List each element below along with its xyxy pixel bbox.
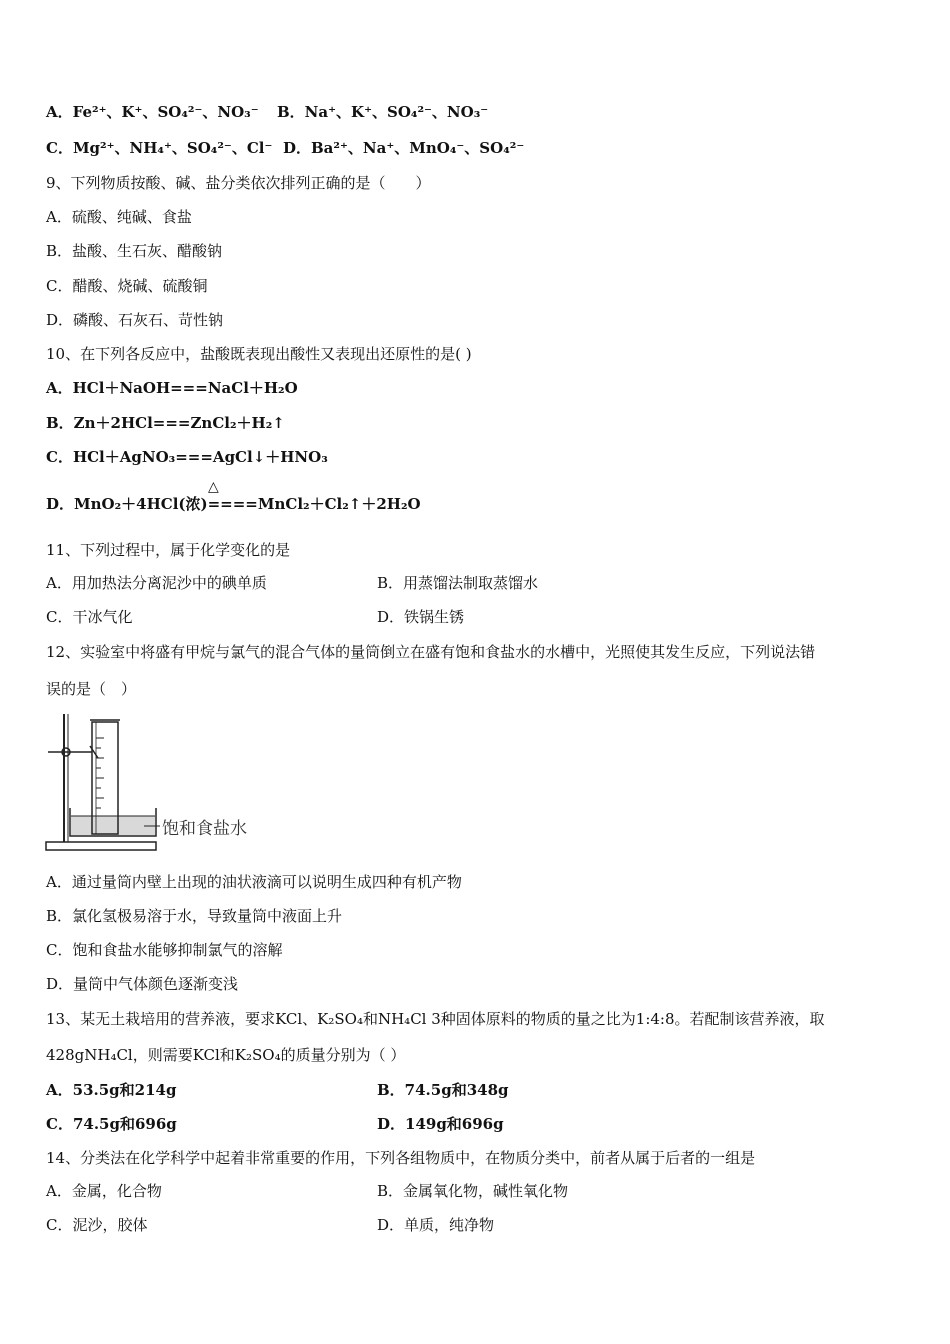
q9-option-a: A．硫酸、纯碱、食盐: [46, 208, 192, 226]
q11-stem: 11、下列过程中，属于化学变化的是: [46, 541, 291, 559]
q9-option-b: B．盐酸、生石灰、醋酸钠: [46, 242, 223, 260]
heat-condition-symbol: △: [208, 479, 219, 495]
figure-label: 饱和食盐水: [162, 819, 247, 839]
q9-option-c: C．醋酸、烧碱、硫酸铜: [46, 277, 208, 295]
q8-option-b: B．Na⁺、K⁺、SO₄²⁻、NO₃⁻: [277, 103, 489, 121]
q13-option-a: A．53.5g和214g: [46, 1081, 177, 1099]
q11-option-a: A．用加热法分离泥沙中的碘单质: [46, 574, 267, 592]
q11-option-c: C．干冰气化: [46, 608, 133, 626]
q13-option-b: B．74.5g和348g: [377, 1081, 509, 1099]
q14-option-b: B．金属氧化物，碱性氧化物: [377, 1182, 569, 1200]
q10-option-c: C．HCl＋AgNO₃===AgCl↓＋HNO₃: [46, 448, 328, 466]
q14-option-c: C．泥沙，胶体: [46, 1216, 148, 1234]
q12-option-a: A．通过量筒内壁上出现的油状液滴可以说明生成四种有机产物: [46, 873, 462, 891]
q11-option-d: D．铁锅生锈: [377, 608, 465, 626]
q10-option-a: A．HCl＋NaOH===NaCl＋H₂O: [46, 379, 298, 397]
q9-stem: 9、下列物质按酸、碱、盐分类依次排列正确的是（ ）: [46, 174, 431, 192]
q8-option-a: A．Fe²⁺、K⁺、SO₄²⁻、NO₃⁻: [46, 103, 259, 121]
q12-option-d: D．量筒中气体颜色逐渐变浅: [46, 975, 239, 993]
q9-option-d: D．磷酸、石灰石、苛性钠: [46, 311, 224, 329]
q13-stem-line1: 13、某无土栽培用的营养液，要求KCl、K₂SO₄和NH₄Cl 3种固体原料的物质的量之比为1:4:8。若配制该营养液，取: [46, 1010, 825, 1028]
q12-stem-line1: 12、实验室中将盛有甲烷与氯气的混合气体的量筒倒立在盛有饱和食盐水的水槽中，光照使其发生反应，下列说法错: [46, 643, 816, 661]
apparatus-figure: [44, 708, 264, 858]
q13-stem-line2: 428gNH₄Cl，则需要KCl和K₂SO₄的质量分别为（ ）: [46, 1046, 406, 1064]
q14-option-a: A．金属，化合物: [46, 1182, 162, 1200]
q10-option-b: B．Zn＋2HCl===ZnCl₂＋H₂↑: [46, 414, 285, 432]
q10-stem: 10、在下列各反应中，盐酸既表现出酸性又表现出还原性的是( ): [46, 345, 472, 363]
q12-option-c: C．饱和食盐水能够抑制氯气的溶解: [46, 941, 283, 959]
q8-option-c: C．Mg²⁺、NH₄⁺、SO₄²⁻、Cl⁻: [46, 139, 273, 157]
q12-stem-line2: 误的是（ ）: [46, 680, 137, 698]
q13-option-d: D．149g和696g: [377, 1115, 504, 1133]
q8-option-d: D．Ba²⁺、Na⁺、MnO₄⁻、SO₄²⁻: [283, 139, 525, 157]
q13-option-c: C．74.5g和696g: [46, 1115, 177, 1133]
q14-option-d: D．单质，纯净物: [377, 1216, 495, 1234]
q11-option-b: B．用蒸馏法制取蒸馏水: [377, 574, 539, 592]
q12-option-b: B．氯化氢极易溶于水，导致量筒中液面上升: [46, 907, 343, 925]
q14-stem: 14、分类法在化学科学中起着非常重要的作用，下列各组物质中，在物质分类中，前者从属于后者的一组是: [46, 1149, 756, 1167]
q10-option-d: D．MnO₂＋4HCl(浓)====MnCl₂＋Cl₂↑＋2H₂O: [46, 495, 421, 513]
